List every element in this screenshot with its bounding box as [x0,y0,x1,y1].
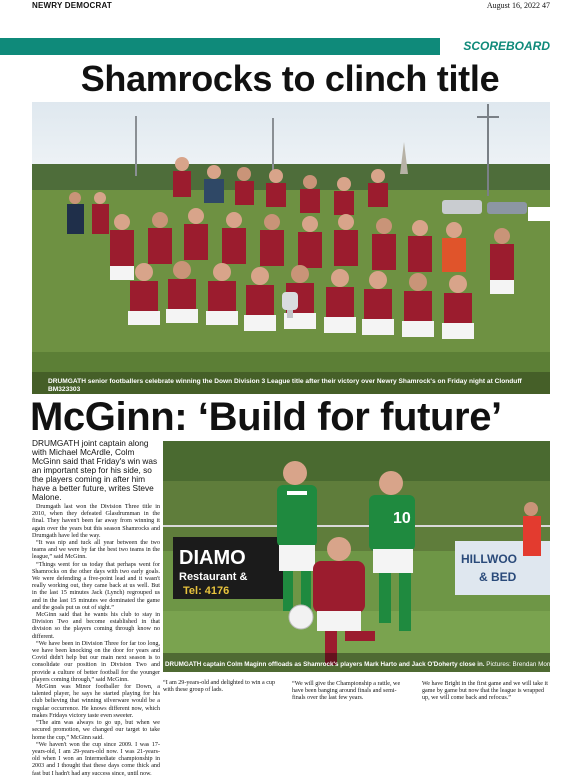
date-page-number: August 16, 2022 47 [486,1,550,10]
jersey-number: 10 [393,510,411,527]
article-paragraph: Drumgath last won the Division Three title in 2010, when they defeated Glasdrumman in the final. They haven't been far away from winning it again over the years but this season Shamrocks and Drumgath have led the way. [32,504,160,539]
photo-caption-bottom: DRUMGATH captain Colm Maginn offloads as Shamrock's players Mark Harto and Jack O'Doherty close in. Pictures: Brendan Monaghan. [165,661,570,668]
team-celebration-illustration [32,102,550,394]
sign-text: HILLWOO [461,552,517,566]
article-intro: DRUMGATH joint captain along with Michael McArdle, Colm McGinn said that Friday's win was an important step for his side, so the players coming in after him have a better future, writes Steve Malone. [32,438,158,502]
page-header [0,0,580,12]
article-paragraph: We have Bright in the first game and we will take it game by game but now that the league is wrapped up, we will come back and refocus.” [422,681,548,702]
sign-text: Restaurant & [179,571,248,583]
section-band [0,38,580,55]
match-action-illustration [163,441,570,672]
headline-main: McGinn: ‘Build for future’ [30,395,502,439]
section-band-bar [0,38,440,55]
article-paragraph: “Things went for us today that perhaps went for Shamrocks on the other days with two early goals. We were defending a five-point lead and it wasn't really working out, they came back at us well. But in the last 15 minutes Jack (Lynch) regrouped us and in the last 15 minutes we dominated the game and the goals put us out of sight.” [32,561,160,611]
photo-caption-top: DRUMGATH senior footballers celebrate winning the Down Division 3 League title after their victory over Newry Shamrock's on Friday night at Clonduff BM323303 [48,378,522,393]
team-celebration-photo [32,102,550,394]
article-paragraph: “The aim was always to go up, but when we secured promotion, we changed our target to take home the cup,” McGinn said. [32,720,160,741]
article-paragraph: “We have been in Division Three for far too long, we have been knocking on the door for years and Covid didn't help but our main next season is to consolidate our position in Division Two and provide a culture of better football for the younger players coming through,” said McGinn. [32,640,160,683]
publication-name: NEWRY DEMOCRAT [32,1,112,10]
article-column-2 [163,680,281,694]
article-paragraph: “We haven't won the cup since 2009. I was 17-years-old, I am 29-years-old now. I was 21-years-old when I won an Intermediate championship in 2003 and I thought that these days come thick and fast but I hadn't had any success since, until now. [32,741,160,777]
headline-top: Shamrocks to clinch title [80,58,500,99]
article-column-3 [292,681,410,703]
match-action-photo [163,441,570,672]
article-column-1 [32,439,160,778]
article-column-4 [422,681,548,703]
article-paragraph: “I am 29-years-old and delighted to win a cup with these group of lads. [163,680,276,694]
article-paragraph: McGinn was Minor footballer for Down, a talented player, he says he started playing for his club believing that winning silverware would be a regular occurrence. He knows different now, which makes Fridays victory taste even sweeter. [32,684,160,719]
sign-text: & BED [479,570,517,584]
article-paragraph: McGinn said that he wants his club to stay in Division Two and become established in that division so the players coming through know no different. [32,612,160,640]
article-paragraph: “We will give the Championship a rattle, we have been banging around finals and semi-finals over the last few years. [292,681,401,702]
sign-text: DIAMO [179,547,246,569]
article-paragraph: “It was nip and tuck all year between the two teams and we were by far the best two teams in the league,” said McGinn. [32,540,160,561]
section-label: SCOREBOARD [463,39,550,53]
sign-text: Tel: 4176 [183,585,230,597]
